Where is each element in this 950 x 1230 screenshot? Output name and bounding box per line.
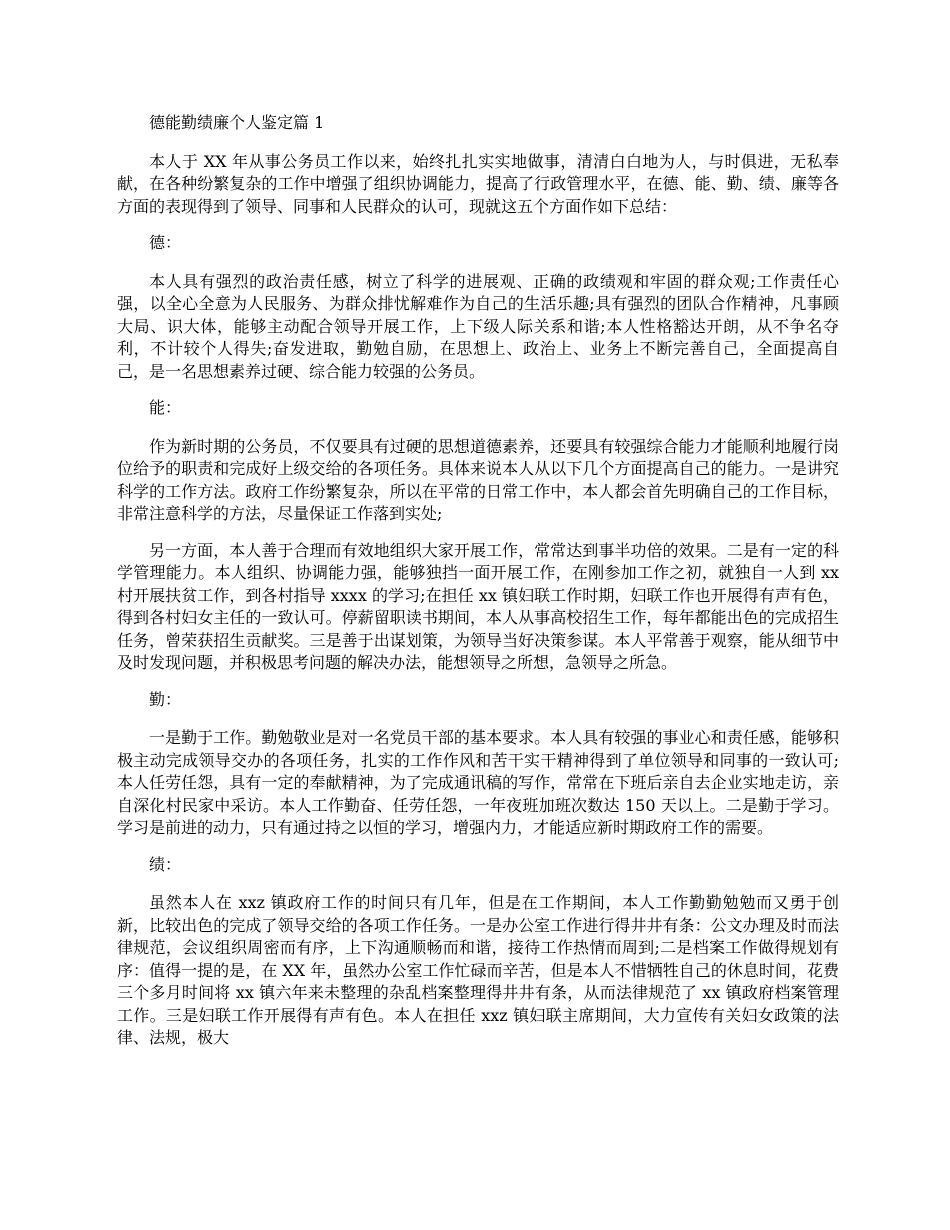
section-heading-neng: 能： bbox=[149, 398, 182, 417]
section-heading-ji: 绩： bbox=[149, 854, 182, 874]
paragraph-de: 本人具有强烈的政治责任感，树立了科学的进展观、正确的政绩观和牢固的群众观;工作责任心强，以全心全意为人民服务、为群众排忧解难作为自己的生活乐趣;具有强烈的团队合作精神，凡事顾大局、识大体，能够主动配合领导开展工作，上下级人际关系和谐;本人性格豁达开朗，从不争名夺利，不计较个人得失;奋发进取，勤勉自励，在思想上、政治上、业务上不断完善自己，全面提高自己，是一名思想素养过硬、综合能力较强的公务员。 bbox=[117, 271, 839, 381]
paragraph-neng-2: 另一方面，本人善于合理而有效地组织大家开展工作，常常达到事半功倍的效果。二是有一定的科学管理能力。本人组织、协调能力强，能够独挡一面开展工作，在刚参加工作之初，就独自一人到 xx 村开展扶贫工作，到各村指导 xxxx 的学习;在担任 xx 镇妇联工作时期，妇联工作也开展得有声有色，得到各村妇女主任的一致认可。停薪留职读书期间，本人从事高校招生工作，每年都能出色的完成招生任务，曾荣获招生贡献奖。三是善于出谋划策，为领导当好决策参谋。本人平常善于观察，能从细节中及时发现问题，并积极思考问题的解决办法，能想领导之所想，急领导之所急。 bbox=[117, 540, 839, 672]
paragraph-ji: 虽然本人在 xxz 镇政府工作的时间只有几年，但是在工作期间，本人工作勤勤勉勉而又勇于创新，比较出色的完成了领导交给的各项工作任务。一是办公室工作进行得井井有条：公文办理及时而法律规范，会议组织周密而有序，上下沟通顺畅而和谐，接待工作热情而周到;二是档案工作做得规划有序：值得一提的是，在 XX 年，虽然办公室工作忙碌而辛苦，但是本人不惜牺牲自己的休息时间，花费三个多月时间将 xx 镇六年来未整理的杂乱档案整理得井井有条，从而法律规范了 xx 镇政府档案管理工作。三是妇联工作开展得有声有色。本人在担任 xxz 镇妇联主席期间，大力宣传有关妇女政策的法律、法规，极大 bbox=[117, 893, 839, 1047]
paragraph-intro: 本人于 XX 年从事公务员工作以来，始终扎扎实实地做事，清清白白地为人，与时俱进，无私奉献，在各种纷繁复杂的工作中增强了组织协调能力，提高了行政管理水平，在德、能、勤、绩、廉等各方面的表现得到了领导、同事和人民群众的认可，现就这五个方面作如下总结： bbox=[117, 151, 839, 216]
paragraph-qin: 一是勤于工作。勤勉敬业是对一名党员干部的基本要求。本人具有较强的事业心和责任感，能够积极主动完成领导交办的各项任务，扎实的工作作风和苦干实干精神得到了单位领导和同事的一致认可;本人任劳任怨，具有一定的奉献精神，为了完成通讯稿的写作，常常在下班后亲自去企业实地走访，亲自深化村民家中采访。本人工作勤奋、任劳任怨，一年夜班加班次数达 150 天以上。二是勤于学习。学习是前进的动力，只有通过持之以恒的学习，增强内力，才能适应新时期政府工作的需要。 bbox=[117, 728, 839, 837]
section-heading-de: 德： bbox=[149, 233, 182, 252]
section-heading-qin: 勤： bbox=[149, 689, 182, 709]
document-page bbox=[117, 112, 839, 1064]
paragraph-neng-1: 作为新时期的公务员，不仅要具有过硬的思想道德素养，还要具有较强综合能力才能顺利地履行岗位给予的职责和完成好上级交给的各项任务。具体来说本人从以下几个方面提高自己的能力。一是讲究科学的工作方法。政府工作纷繁复杂，所以在平常的日常工作中，本人都会首先明确自己的工作目标，非常注意科学的方法，尽量保证工作落到实处; bbox=[117, 436, 839, 523]
document-title: 德能勤绩廉个人鉴定篇 1 bbox=[149, 113, 325, 132]
